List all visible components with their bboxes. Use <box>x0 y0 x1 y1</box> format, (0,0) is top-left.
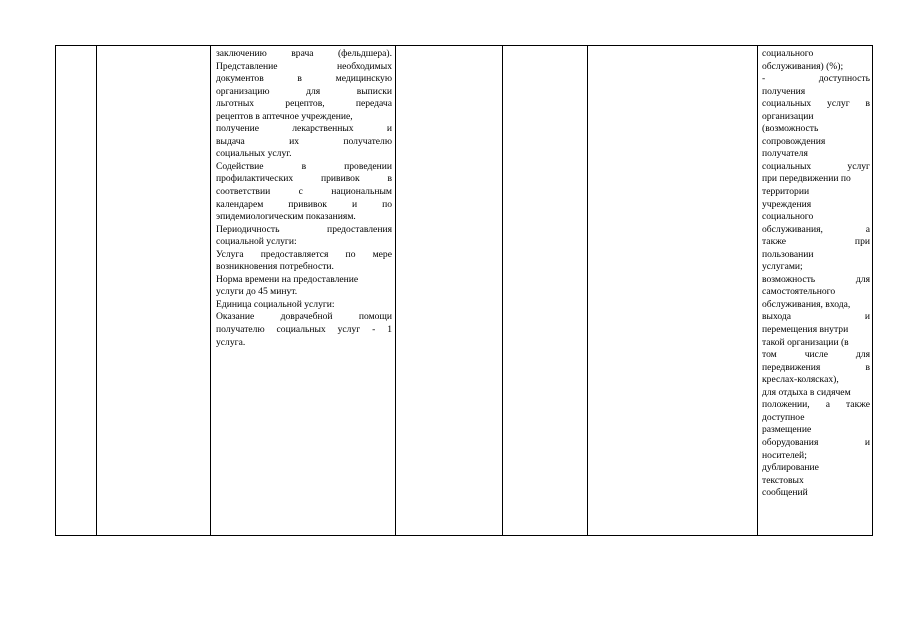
table-column-tariff <box>395 46 502 535</box>
service-text-line: профилактических прививок в <box>216 173 392 185</box>
indicator-text-line: социального <box>762 48 814 59</box>
service-text-line: услуга. <box>216 336 246 348</box>
service-text-line: выдача их получателю <box>216 135 392 147</box>
service-text-line: Норма времени на предоставление <box>216 273 359 285</box>
indicator-text-line: том числе для <box>762 349 870 361</box>
service-text-line: документов в медицинскую <box>216 73 392 85</box>
indicator-text-line: также при <box>762 236 870 248</box>
service-text-line: услуги до 45 минут. <box>216 286 298 298</box>
indicator-text-line: при передвижении по <box>762 173 851 185</box>
service-text-line: эпидемиологическим показаниям. <box>216 211 356 223</box>
service-text-line: Представление необходимых <box>216 60 392 72</box>
indicator-text-line: носителей; <box>762 449 807 461</box>
table-column-service-description <box>210 46 395 535</box>
indicator-text-line: (возможность <box>762 123 819 135</box>
indicator-text-line: социального <box>762 211 814 223</box>
indicator-text-line: получения <box>762 85 806 97</box>
table-column-quality-indicators <box>757 46 874 535</box>
service-text-line: Услуга предоставляется по мере <box>216 248 392 260</box>
indicator-text-line: перемещения внутри <box>762 324 849 336</box>
service-text-line: Содействие в проведении <box>216 160 392 172</box>
indicator-text-line: сообщений <box>762 487 808 499</box>
service-text-line: календарем прививок и по <box>216 198 392 210</box>
table-column-deadline <box>502 46 587 535</box>
table-column-number <box>56 46 96 535</box>
indicator-text-line: самостоятельного <box>762 286 836 298</box>
service-text-line: организацию для выписки <box>216 85 392 97</box>
service-description-text <box>216 48 392 349</box>
indicator-text-line: территории <box>762 186 810 198</box>
indicator-text-line: - доступность <box>762 73 870 85</box>
service-text-line: социальных услуг. <box>216 148 292 160</box>
indicator-text-line: для отдыха в сидячем <box>762 386 851 398</box>
service-text-line: Периодичность предоставления <box>216 223 392 235</box>
table-column-conditions <box>587 46 757 535</box>
service-text-line: Единица социальной услуги: <box>216 298 335 310</box>
service-text-line: социальной услуги: <box>216 236 297 248</box>
indicator-text-line: текстовых <box>762 474 804 486</box>
indicator-text-line: дублирование <box>762 462 819 474</box>
service-text-line: получателю социальных услуг - 1 <box>216 324 392 336</box>
table-column-service-name <box>96 46 210 535</box>
indicator-text-line: социальных услуг <box>762 160 870 172</box>
indicator-text-line: обслуживания) (%); <box>762 60 844 72</box>
indicator-text-line: пользовании <box>762 248 814 260</box>
service-text-line: заключению врача (фельдшера). <box>216 48 392 59</box>
service-text-line: возникновения потребности. <box>216 261 334 273</box>
indicator-text-line: учреждения <box>762 198 812 210</box>
services-table <box>55 45 873 536</box>
indicator-text-line: оборудования и <box>762 436 870 448</box>
indicator-text-line: выхода и <box>762 311 870 323</box>
indicator-text-line: обслуживания, входа, <box>762 298 851 310</box>
service-text-line: льготных рецептов, передача <box>216 98 392 110</box>
service-text-line: рецептов в аптечное учреждение, <box>216 110 353 122</box>
indicator-text-line: услугами; <box>762 261 803 273</box>
indicator-text-line: сопровождения <box>762 135 826 147</box>
indicator-text-line: возможность для <box>762 273 870 285</box>
service-text-line: получение лекарственных и <box>216 123 392 135</box>
indicator-text-line: организации <box>762 110 814 122</box>
indicator-text-line: обслуживания, а <box>762 223 870 235</box>
indicator-text-line: получателя <box>762 148 808 160</box>
indicator-text-line: креслах-колясках), <box>762 374 839 386</box>
indicator-text-line: передвижения в <box>762 361 870 373</box>
indicator-text-line: такой организации (в <box>762 336 849 348</box>
indicator-text-line: положении, а также <box>762 399 870 411</box>
quality-indicators-text <box>762 48 870 500</box>
service-text-line: соответствии с национальным <box>216 186 392 198</box>
service-text-line: Оказание доврачебной помощи <box>216 311 392 323</box>
indicator-text-line: доступное <box>762 411 805 423</box>
indicator-text-line: социальных услуг в <box>762 98 870 110</box>
indicator-text-line: размещение <box>762 424 812 436</box>
